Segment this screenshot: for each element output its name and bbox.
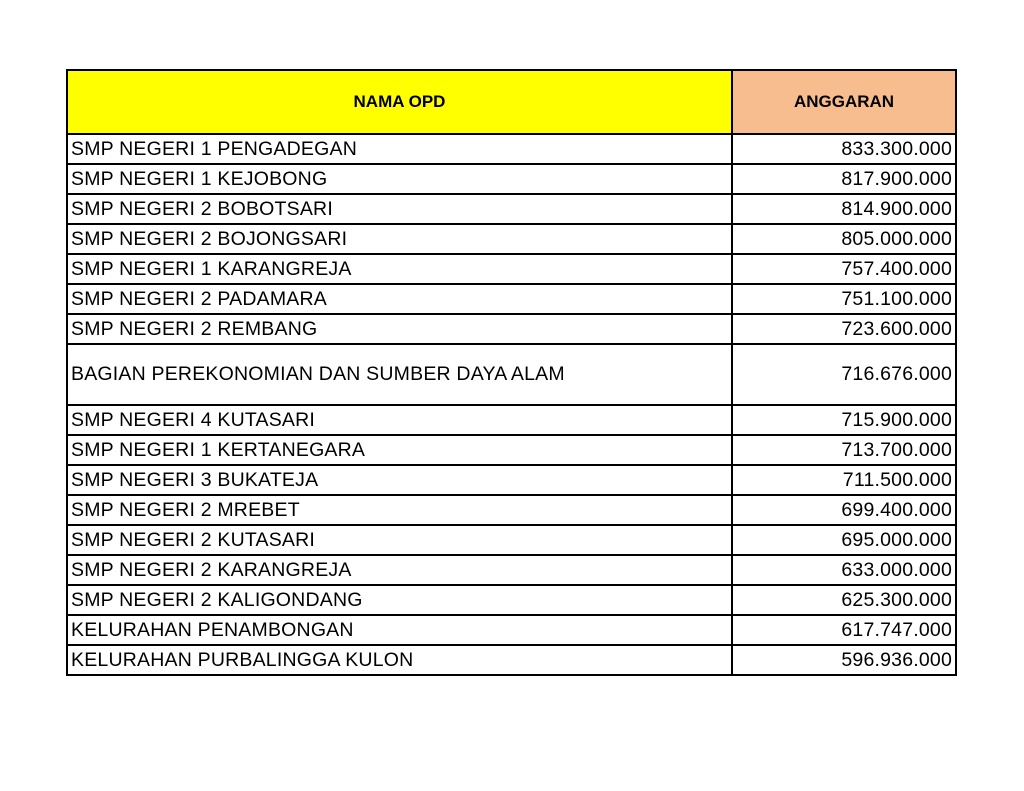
row-amount: 695.000.000 — [732, 525, 956, 555]
row-amount: 715.900.000 — [732, 405, 956, 435]
row-amount: 617.747.000 — [732, 615, 956, 645]
row-amount: 757.400.000 — [732, 254, 956, 284]
row-name: SMP NEGERI 1 KERTANEGARA — [67, 435, 732, 465]
table-row — [67, 555, 956, 585]
row-name: SMP NEGERI 1 KEJOBONG — [67, 164, 732, 194]
row-name: SMP NEGERI 3 BUKATEJA — [67, 465, 732, 495]
row-amount: 596.936.000 — [732, 645, 956, 675]
row-amount: 723.600.000 — [732, 314, 956, 344]
row-name: BAGIAN PEREKONOMIAN DAN SUMBER DAYA ALAM — [67, 344, 732, 405]
budget-sheet — [66, 69, 955, 676]
row-amount: 625.300.000 — [732, 585, 956, 615]
table-row — [67, 194, 956, 224]
table-row — [67, 314, 956, 344]
row-name: SMP NEGERI 4 KUTASARI — [67, 405, 732, 435]
header-row — [67, 70, 956, 134]
table-row — [67, 224, 956, 254]
row-name: SMP NEGERI 2 KARANGREJA — [67, 555, 732, 585]
table-row — [67, 405, 956, 435]
table-row — [67, 495, 956, 525]
table-row — [67, 134, 956, 164]
row-name: KELURAHAN PENAMBONGAN — [67, 615, 732, 645]
row-amount: 713.700.000 — [732, 435, 956, 465]
row-name: SMP NEGERI 2 MREBET — [67, 495, 732, 525]
row-name: SMP NEGERI 2 BOJONGSARI — [67, 224, 732, 254]
row-amount: 633.000.000 — [732, 555, 956, 585]
row-name: SMP NEGERI 2 PADAMARA — [67, 284, 732, 314]
table-row — [67, 344, 956, 405]
row-name: SMP NEGERI 2 BOBOTSARI — [67, 194, 732, 224]
table-row — [67, 585, 956, 615]
row-amount: 751.100.000 — [732, 284, 956, 314]
table-row — [67, 525, 956, 555]
table-row — [67, 645, 956, 675]
row-amount: 716.676.000 — [732, 344, 956, 405]
row-amount: 805.000.000 — [732, 224, 956, 254]
table-row — [67, 615, 956, 645]
table-row — [67, 254, 956, 284]
row-amount: 833.300.000 — [732, 134, 956, 164]
row-amount: 699.400.000 — [732, 495, 956, 525]
table-row — [67, 435, 956, 465]
table-row — [67, 164, 956, 194]
row-name: SMP NEGERI 2 KALIGONDANG — [67, 585, 732, 615]
row-name: SMP NEGERI 2 KUTASARI — [67, 525, 732, 555]
row-amount: 817.900.000 — [732, 164, 956, 194]
row-amount: 814.900.000 — [732, 194, 956, 224]
row-name: KELURAHAN PURBALINGGA KULON — [67, 645, 732, 675]
row-name: SMP NEGERI 1 PENGADEGAN — [67, 134, 732, 164]
row-name: SMP NEGERI 2 REMBANG — [67, 314, 732, 344]
table-row — [67, 465, 956, 495]
budget-table — [66, 69, 957, 676]
header-nama-opd: NAMA OPD — [67, 70, 732, 134]
header-anggaran: ANGGARAN — [732, 70, 956, 134]
row-amount: 711.500.000 — [732, 465, 956, 495]
table-row — [67, 284, 956, 314]
row-name: SMP NEGERI 1 KARANGREJA — [67, 254, 732, 284]
